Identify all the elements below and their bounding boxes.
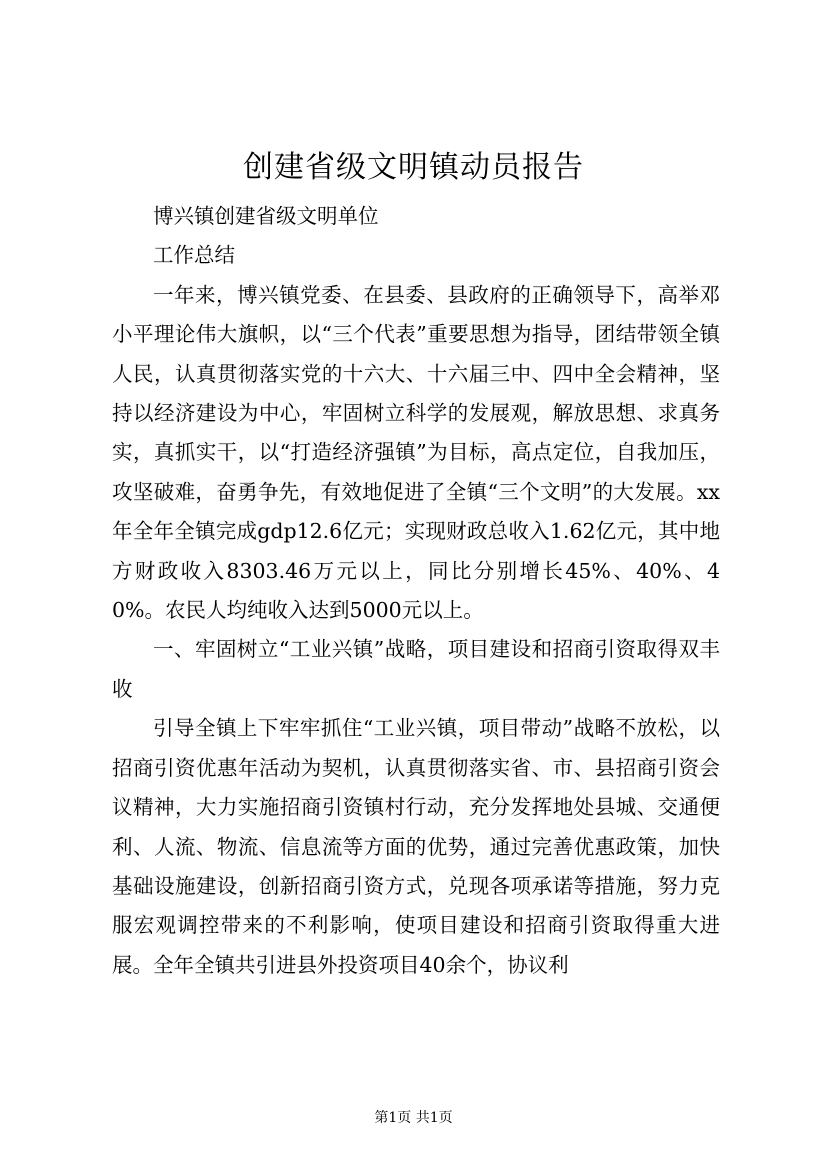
document-body (112, 197, 720, 985)
subtitle-line-2: 工作总结 (153, 243, 235, 268)
section-heading-1: 一、牢固树立“工业兴镇”战略，项目建设和招商引资取得双丰收 (112, 637, 720, 701)
page-footer: 第1页 共1页 (374, 1110, 453, 1126)
subtitle-line-1: 博兴镇创建省级文明单位 (153, 204, 379, 228)
paragraph-intro: 一年来，博兴镇党委、在县委、县政府的正确领导下，高举邓小平理论伟大旗帜，以“三个代表”重要思想为指导，团结带领全镇人民，认真贯彻落实党的十六大、十六届三中、四中全会精神，坚持以经济建设为中心，牢固树立科学的发展观，解放思想、求真务实，真抓实干，以“打造经济强镇”为目标，高点定位，自我加压，攻坚破难，奋勇争先，有效地促进了全镇“三个文明”的大发展。xx年全年全镇完成gdp12.6亿元；实现财政总收入1.62亿元，其中地方财政收入8303.46万元以上，同比分别增长45%、40%、40%。农民人均纯收入达到5000元以上。 (112, 282, 720, 623)
paragraph-section-1: 引导全镇上下牢牢抓住“工业兴镇，项目带动”战略不放松，以招商引资优惠年活动为契机，认真贯彻落实省、市、县招商引资会议精神，大力实施招商引资镇村行动，充分发挥地处县城、交通便利、人流、物流、信息流等方面的优势，通过完善优惠政策，加快基础设施建设，创新招商引资方式，兑现各项承诺等措施，努力克服宏观调控带来的不利影响，使项目建设和招商引资取得重大进展。全年全镇共引进县外投资项目40余个，协议利 (112, 716, 720, 977)
page-title: 创建省级文明镇动员报告 (243, 150, 584, 185)
